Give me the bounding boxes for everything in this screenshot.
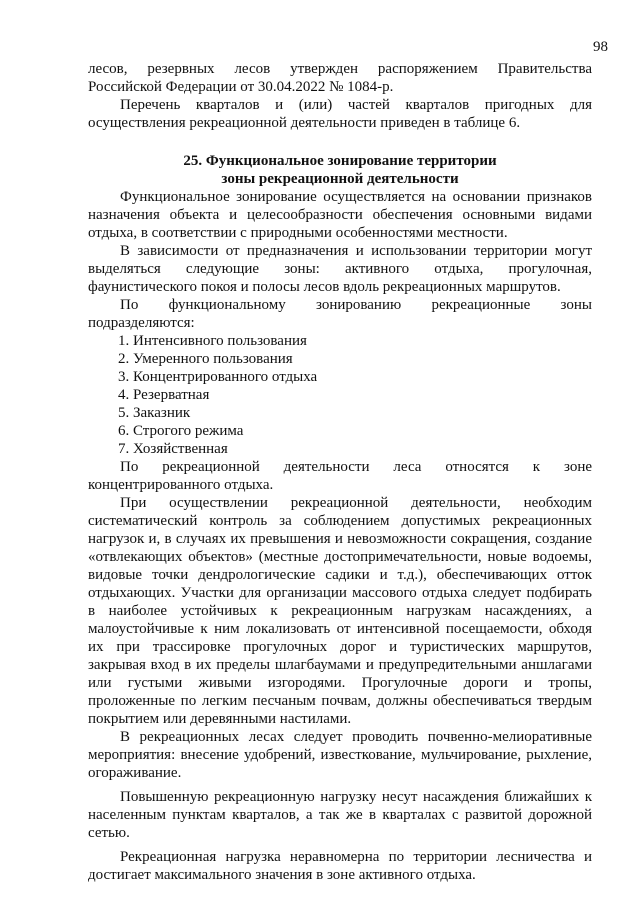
text-line: систематический контроль за соблюдением допустимых рекреационных <box>88 513 592 529</box>
text-line: огораживание. <box>88 765 182 781</box>
text-line: достигает максимального значения в зоне активного отдыха. <box>88 867 476 883</box>
text-line: подразделяются: <box>88 315 195 331</box>
list-item: 5. Заказник <box>118 405 191 421</box>
paragraph-forest-zone <box>88 458 592 494</box>
text-line: Перечень кварталов и (или) частей кварталов пригодных для <box>120 97 592 113</box>
list-item: 7. Хозяйственная <box>118 441 228 457</box>
text-line: Рекреационная нагрузка неравномерна по территории лесничества и <box>120 849 592 865</box>
section-heading <box>88 152 592 188</box>
text-line: отдыха, в соответствии с природными особенностями местности. <box>88 225 508 241</box>
text-line: в наиболее устойчивых к рекреационным нагрузкам насаждениях, а <box>88 603 592 619</box>
text-line: Повышенную рекреационную нагрузку несут насаждения ближайших к <box>120 789 592 805</box>
list-item: 1. Интенсивного пользования <box>118 333 307 349</box>
text-line: мероприятия: внесение удобрений, известкование, мульчирование, рыхление, <box>88 747 592 763</box>
text-line: или густыми живыми изгородями. Прогулочные дороги и тропы, <box>88 675 592 691</box>
text-line: По рекреационной деятельности леса относятся к зоне <box>120 459 592 475</box>
paragraph-amelioration <box>88 728 592 782</box>
text-line: видовые точки дендрологические садики и т.д.), обеспечивающих отток <box>88 567 592 583</box>
page-number: 98 <box>593 39 608 55</box>
paragraph-continuation <box>88 60 592 96</box>
text-line: малоустойчивые к ним локализовать от интенсивной посещаемости, обходя <box>88 621 592 637</box>
text-line: отдыхающих. Участки для организации массового отдыха следует подбирать <box>88 585 592 601</box>
list-item: 2. Умеренного пользования <box>118 351 293 367</box>
text-line: лесов, резервных лесов утвержден распоряжением Правительства <box>88 61 592 77</box>
paragraph-zoning <box>88 188 592 242</box>
text-line: В рекреационных лесах следует проводить почвенно-мелиоративные <box>120 729 592 745</box>
text-line: осуществления рекреационной деятельности приведен в таблице 6. <box>88 115 521 131</box>
zone-list <box>88 332 592 458</box>
text-line: «отвлекающих объектов» (местные достопримечательности, новые водоемы, <box>88 549 592 565</box>
text-line: Функциональное зонирование осуществляется на основании признаков <box>120 189 592 205</box>
list-item: 4. Резерватная <box>118 387 210 403</box>
paragraph-load <box>88 788 592 842</box>
text-line: нагрузок и, в случаях их превышения и невозможности сокращения, создание <box>88 531 592 547</box>
paragraph-zones <box>88 242 592 296</box>
list-item: 3. Концентрированного отдыха <box>118 369 318 385</box>
text-line: При осуществлении рекреационной деятельности, необходим <box>120 495 592 511</box>
text-line: Российской Федерации от 30.04.2022 № 1084-р. <box>88 79 394 95</box>
paragraph-load-distribution <box>88 848 592 884</box>
paragraph-table-ref <box>88 96 592 132</box>
text-line: назначения объекта и целесообразности обеспечения основными видами <box>88 207 592 223</box>
paragraph-control <box>88 494 592 728</box>
text-line: фаунистического покоя и полосы лесов вдоль рекреационных маршрутов. <box>88 279 561 295</box>
text-line: концентрированного отдыха. <box>88 477 274 493</box>
text-line: их при трассировке прогулочных дорог и туристических маршрутов, <box>88 639 592 655</box>
paragraph-subdivision <box>88 296 592 332</box>
text-line: В зависимости от предназначения и использовании территории могут <box>120 243 592 259</box>
list-item: 6. Строгого режима <box>118 423 244 439</box>
text-line: проложенные по легким песчаным почвам, должны обеспечиваться твердым <box>88 693 592 709</box>
text-line: сетью. <box>88 825 130 841</box>
text-line: населенным пунктам кварталов, а так же в кварталах с развитой дорожной <box>88 807 592 823</box>
text-column <box>88 60 592 884</box>
heading-line: 25. Функциональное зонирование территории <box>183 153 497 169</box>
text-line: выделяться следующие зоны: активного отдыха, прогулочная, <box>88 261 592 277</box>
text-line: покрытием или деревянными настилами. <box>88 711 352 727</box>
text-line: закрывая вход в их пределы шлагбаумами и предупредительными аншлагами <box>88 657 592 673</box>
heading-line: зоны рекреационной деятельности <box>221 171 459 187</box>
text-line: По функциональному зонированию рекреационные зоны <box>120 297 592 313</box>
